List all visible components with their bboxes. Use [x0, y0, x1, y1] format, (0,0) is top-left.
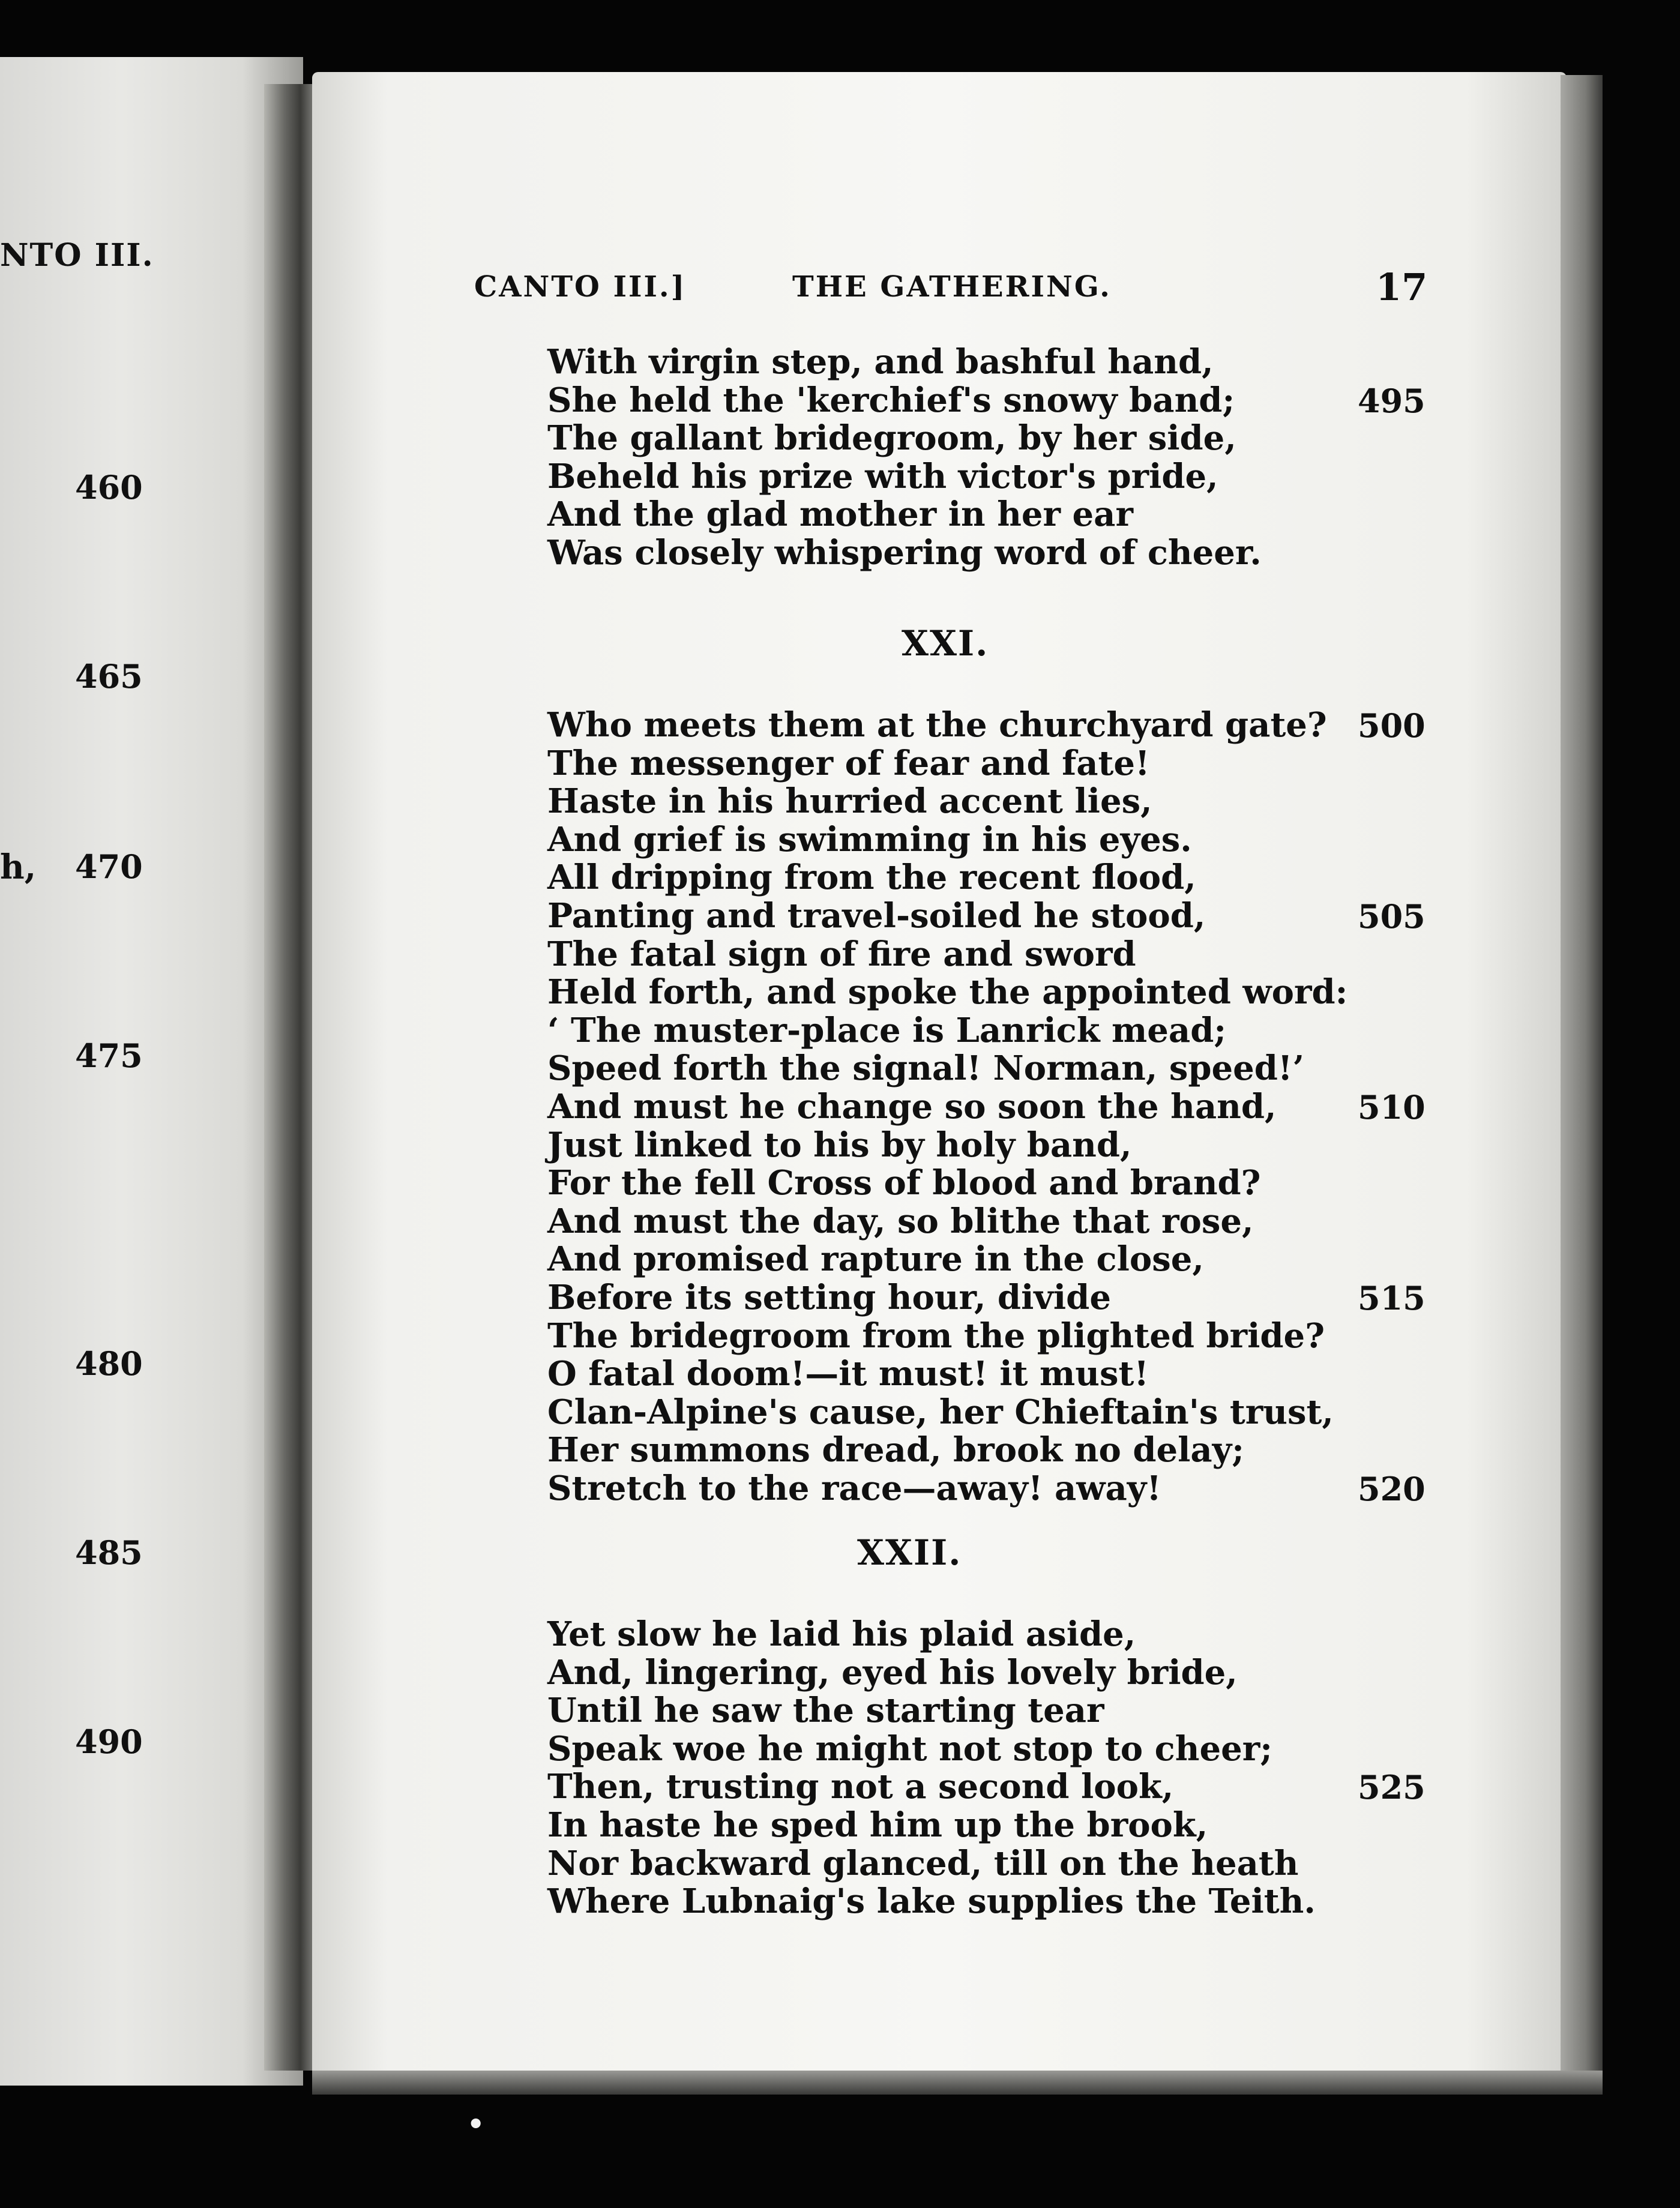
verse-line: Held forth, and spoke the appointed word: — [547, 972, 1348, 1012]
verse-line: Stretch to the race—away! away! — [547, 1469, 1161, 1508]
page-number: 17 — [1376, 265, 1428, 309]
verse-line: She held the 'kerchief's snowy band; — [547, 380, 1235, 420]
line-number: 500 — [1358, 706, 1426, 745]
left-running-head: NTO III. — [0, 237, 154, 274]
verse-line: The fatal sign of fire and sword — [547, 934, 1136, 974]
verse-line: And the glad mother in her ear — [547, 495, 1133, 535]
left-page — [0, 57, 303, 2086]
verse-line: The messenger of fear and fate! — [547, 743, 1150, 783]
verse-line: For the fell Cross of blood and brand? — [547, 1163, 1261, 1203]
verse-line: And grief is swimming in his eyes. — [547, 819, 1192, 859]
left-line-number: 460 — [75, 468, 143, 507]
verse-line: Until he saw the starting tear — [547, 1691, 1104, 1731]
verse-line: Speed forth the signal! Norman, speed!’ — [547, 1048, 1305, 1089]
verse-line: Panting and travel-soiled he stood, — [547, 896, 1206, 936]
verse-line: With virgin step, and bashful hand, — [547, 342, 1214, 382]
verse-line: Before its setting hour, divide — [547, 1278, 1111, 1317]
left-line-number: 475 — [75, 1036, 143, 1075]
line-number: 520 — [1358, 1470, 1426, 1508]
verse-line: And, lingering, eyed his lovely bride, — [547, 1652, 1238, 1692]
left-line-number: 470 — [75, 847, 143, 886]
verse-line: Just linked to his by holy band, — [547, 1125, 1132, 1165]
running-head-title: THE GATHERING. — [792, 270, 1112, 304]
line-number: 525 — [1358, 1768, 1426, 1807]
verse-line: Speak woe he might not stop to cheer; — [547, 1728, 1272, 1769]
verse-line: Nor backward glanced, till on the heath — [547, 1843, 1299, 1883]
stanza-heading: XXII. — [857, 1532, 962, 1573]
page-edge — [1561, 75, 1603, 2080]
verse-line: Then, trusting not a second look, — [547, 1767, 1174, 1807]
line-number: 515 — [1358, 1279, 1426, 1317]
running-head-canto: CANTO III.] — [474, 270, 687, 304]
verse-line: Haste in his hurried accent lies, — [547, 781, 1152, 822]
line-number: 505 — [1358, 897, 1426, 936]
verse-line: All dripping from the recent flood, — [547, 858, 1196, 898]
verse-line: And must he change so soon the hand, — [547, 1087, 1277, 1127]
line-number: 495 — [1358, 381, 1426, 420]
left-line-number: 465 — [75, 657, 143, 696]
verse-line: Beheld his prize with victor's pride, — [547, 456, 1218, 496]
line-number: 510 — [1358, 1088, 1426, 1127]
verse-line: Who meets them at the churchyard gate? — [547, 705, 1327, 745]
verse-line: Where Lubnaig's lake supplies the Teith. — [547, 1882, 1316, 1922]
verse-line: And promised rapture in the close, — [547, 1239, 1204, 1280]
left-text-fragment: h, — [0, 847, 37, 887]
verse-line: Clan-Alpine's cause, her Chieftain's trust, — [547, 1392, 1334, 1432]
verse-line: Her summons dread, brook no delay; — [547, 1430, 1244, 1470]
left-line-number: 490 — [75, 1722, 143, 1761]
verse-line: And must the day, so blithe that rose, — [547, 1201, 1254, 1241]
scan-mark: • — [467, 2108, 485, 2140]
verse-line: Was closely whispering word of cheer. — [547, 533, 1262, 573]
verse-line: O fatal doom!—it must! it must! — [547, 1354, 1149, 1394]
verse-line: ‘ The muster-place is Lanrick mead; — [547, 1010, 1227, 1050]
verse-line: Yet slow he laid his plaid aside, — [547, 1614, 1136, 1654]
bottom-edge — [312, 2071, 1603, 2095]
verse-line: In haste he sped him up the brook, — [547, 1805, 1208, 1845]
stanza-heading: XXI. — [902, 623, 989, 664]
verse-line: The gallant bridegroom, by her side, — [547, 418, 1236, 459]
left-line-number: 480 — [75, 1344, 143, 1383]
left-line-number: 485 — [75, 1533, 143, 1572]
verse-line: The bridegroom from the plighted bride? — [547, 1316, 1325, 1356]
